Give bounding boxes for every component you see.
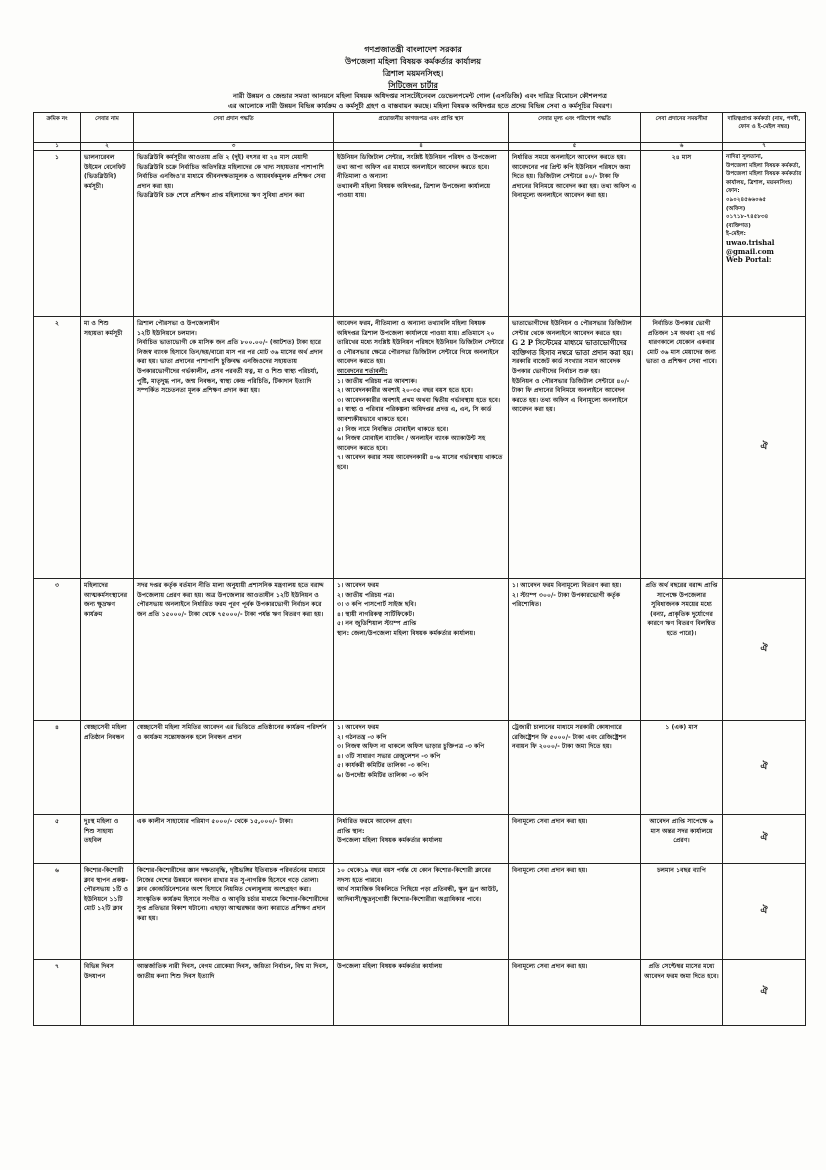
officer-line: (অফিস): [726, 205, 746, 212]
col-header-service-name: সেবার নাম: [81, 113, 134, 143]
time-line: নির্বাচিত উপকার ভোগী প্রতিজন ১ম অথবা ২য় গর্ভ ধারণকালে যেকোন একবার মোট ৩৬ মাস মেয়াদের জন্য ভাতা ও প্রশিক্ষণ সেবা পাবে।: [646, 320, 717, 366]
fee-cell: [509, 815, 641, 864]
time-cell: [641, 815, 723, 864]
fee-line: বিনামূল্যে সেবা প্রদান করা হয়।: [512, 867, 588, 874]
time-cell: [641, 864, 723, 960]
method-cell: [134, 815, 334, 864]
intro-line-2: এর আলোকে নারী উন্নয়ন বিভিন্ন কার্যক্রম ও কর্মসূচী গ্রহণ ও বাস্তবায়ন করছে। মহিলা বিষয়ক অধিদপ্তর হতে প্রদেয় বিভিন্ন সেবা ও কর্মসূচির বিবরণ।: [228, 102, 612, 110]
time-cell: [641, 317, 723, 579]
officer-line: ঐ: [760, 986, 768, 997]
fee-line: G 2 P সিস্টেমের মাধ্যমে ভাতাভোগীদের ব্যক্তিগত হিসাব নম্বরে ভাতা প্রদান করা হয়।: [512, 338, 634, 357]
documents-line: ১। আবেদন ফরম: [337, 582, 379, 589]
fee-cell: [509, 317, 641, 579]
documents-cell: [334, 579, 509, 721]
col-header-documents: প্রয়োজনীয় কাগজপত্র এবং প্রাপ্তি স্থান: [334, 113, 509, 143]
documents-line: ৩। ৩ কপি পাসপোর্ট সাইজ ছবি।: [337, 601, 417, 609]
method-line: স্বেচ্ছাসেবী মহিলা সমিতির আবেদন এর ভিত্তিতে প্রতিষ্ঠানের কার্যক্রম পরিদর্শন ও কার্যক্রম সন্তোষজনক হলে নিবন্ধন প্রদান: [137, 724, 327, 741]
documents-line: ১০ থেকে১৯ বছর বয়স পর্যন্ত যে কোন কিশোর-কিশোরী ক্লাবের সদস্য হতে পারবে।: [337, 867, 492, 884]
column-number-row: [34, 143, 806, 151]
time-cell: [641, 151, 723, 317]
officer-line: Web Portal:: [726, 255, 772, 265]
fee-line: ভাতাভোগীদের ইউনিয়ন ও পৌরসভার ডিজিটাল সেন্টার থেকে অনলাইনে আবেদন করতে হয়।: [512, 320, 632, 337]
fee-cell: [509, 864, 641, 960]
service-name-cell: [81, 317, 134, 579]
documents-line: ৪। স্বাস্থ্য ও পরিবার পরিকল্পনা অধিদপ্তর প্রদত্ত এ, এন, সি কার্ড আবশ্যকীয়ভাবে থাকতে হবে।: [337, 406, 492, 423]
table-row: [34, 317, 806, 579]
documents-line: আবেদন ফরম, নীতিমালা ও অন্যান্য তথ্যাবলি মহিলা বিষয়ক অধিদপ্তর ত্রিশাল উপজেলা কার্যালয়ে পাওয়া যায়। প্রতিমাসে ২০ তারিখের মধ্যে সংশ্লিষ্ট ইউনিয়ন পরিষদে ইউনিয়ন ডিজিটাল সেন্টারে ও পৌরসভার ক্ষেত্রে পৌরসভা ডিজিটাল সেন্টারে গিয়ে অনলাইনে আবেদন করতে হয়।: [337, 320, 504, 366]
method-cell: [134, 579, 334, 721]
col-number: ৪: [334, 143, 509, 151]
fee-line: ১। আবেদন ফরম বিনামূল্যে বিতরণ করা হয়।: [512, 582, 622, 589]
charter-table: [33, 112, 806, 1026]
officer-line: নাদিরা সুলতানা,: [726, 154, 763, 160]
method-line: ভিডব্লিউবি কর্মসূচীর আওতায় প্রতি ২ (দুই) বৎসর বা ২৪ মাস মেয়াদী ভিডব্লিউবি চক্রে নির্বাচিত অতিদরিদ্র মহিলাদের কে খাদ্য সহায়তার পাশাপাশি নির্বাচিত এনজিও'র মাধ্যমে জীবনদক্ষতামূলক ও আয়বর্ধকমূলক প্রশিক্ষণ সেবা প্রদান করা হয়।: [137, 154, 326, 190]
col-header-method: সেবা প্রদান পদ্ধতি: [134, 113, 334, 143]
service-name-line: দুঃস্থ মহিলা ও শিশু সাহায্য তহবিল: [84, 818, 119, 845]
header-row: [34, 113, 806, 143]
time-line: প্রতি অর্থ বছরের বরাদ্দ প্রাপ্তি সাপেক্ষে উপজেলার সুবিধাজনক সময়ের মধ্যে (বন্যা, প্রাকৃতিক দুর্যোগের কারণে ঋণ বিতরণ বিলম্বিত হতে পারে)।: [645, 582, 718, 637]
service-name-cell: [81, 579, 134, 721]
table-row: [34, 579, 806, 721]
fee-cell: [509, 721, 641, 815]
time-cell: [641, 579, 723, 721]
officer-line: ঐ: [760, 905, 768, 916]
officer-line: ই-মেইল:: [726, 231, 746, 238]
officer-line: ঐ: [760, 761, 768, 772]
officer-line: ০১৭১৮-৭৪৫৮৩৪: [726, 214, 769, 221]
col-number: ২: [81, 143, 134, 151]
officer-line: উপজেলা মহিলা বিষয়ক কর্মকর্তা,: [726, 162, 801, 169]
fee-line: সরকারি বাজেট কার্ড সংখ্যার সমান আবেদক উপকার ভোগীদের নির্বাচন শুরু হয়।: [512, 358, 621, 375]
service-name-cell: [81, 151, 134, 317]
documents-line: ১। আবেদন ফরম: [337, 724, 379, 731]
fee-line: বিনামূল্যে সেবা প্রদান করা হয়।: [512, 963, 588, 970]
document-title: সিটিজেন চার্টার: [388, 81, 438, 90]
documents-line: স্থান: জেলা/উপজেলা মহিলা বিষয়ক কর্মকর্তার কার্যালয়।: [337, 629, 476, 637]
service-name-line: ভালনারেবল উইমেন বেনেফিট (ভিডব্লিউবি) কর্মসূচী।: [84, 154, 126, 190]
documents-line: উপজেলা মহিলা বিষয়ক কর্মকর্তার কার্যালয়: [337, 837, 443, 845]
documents-line: আর্থ সামাজিক বিকলিতে পিছিয়ে পড়া প্রতিবন্ধী, স্কুল ড্রপ আউট, আদিবাসী/ক্ষুদ্রনৃগোষ্ঠী কিশোর-কিশোরীরা অগ্রাধিকার পাবে।: [337, 886, 499, 903]
service-name-line: কিশোর-কিশোরী ক্লাব স্থাপন প্রকল্প- পৌরসভায় ১টি ও ইউনিয়নে ১১টি মোট ১২টি ক্লাব: [84, 867, 129, 913]
serial-cell: ২: [34, 317, 81, 579]
service-name-line: মা ও শিশু সহায়তা কর্মসূচী: [84, 320, 123, 337]
officer-line: উপজেলা মহিলা বিষয়ক কর্মকর্তার কার্যালয়, ত্রিশাল, ময়মনসিংহ।: [726, 171, 802, 186]
documents-line: ৬। উপদেষ্টা কমিটির তালিকা -৩ কপি: [337, 771, 429, 779]
govt-heading: গণপ্রজাতন্ত্রী বাংলাদেশ সরকার: [364, 45, 462, 54]
method-line: কিশোর-কিশোরীদের জ্ঞান দক্ষতাবৃদ্ধি, দৃষ্টিভঙ্গির ইতিবাচক পরিবর্তনের মাধ্যমে নিজের দেশের উন্নয়নে অবদান রাখার মত সু-নাগরিক হিসেবে গড়ে তোলা। ক্লাব কোঅর্ডিনেশনের অংশ হিসাবে নিয়মিত খেলাধুলায় অংশগ্রহণ করা। সাংস্কৃতিক কার্যক্রম হিসাবে সংগীত ও আবৃত্তি চর্চার মাধ্যমে কিশোর-কিশোরীদের সুপ্ত প্রতিভার বিকাশ ঘটানো। এছাড়া আত্মরক্ষার জন্য কারাতে প্রশিক্ষণ প্রদান করা হয়।: [137, 867, 329, 922]
documents-line: উপজেলা মহিলা বিষয়ক কর্মকর্তার কার্যালয়: [337, 963, 443, 970]
documents-line: ২। গঠনতন্ত্র -৩ কপি: [337, 733, 387, 741]
fee-line: ইউনিয়ন ও পৌরসভার ডিজিটাল সেন্টারে ৪০/- টাকা ফি প্রদানের বিনিময়ে অনলাইনে আবেদন করতে হয়। তথ্য অফিস এ বিনামূল্যে অনলাইনে আবেদন করা হয়।: [512, 377, 630, 414]
method-cell: [134, 151, 334, 317]
time-cell: [641, 721, 723, 815]
time-line: আবেদন প্রাপ্তি সাপেক্ষে ৬ মাস অন্তর সদর কার্যালয়ে প্রেরণ।: [649, 818, 714, 845]
officer-cell: [723, 864, 806, 960]
method-cell: [134, 721, 334, 815]
documents-line: ৫। নন জুডিশিয়াল স্ট্যাম্প প্রাপ্তি: [337, 620, 417, 628]
col-number: ৫: [509, 143, 641, 151]
documents-cell: [334, 151, 509, 317]
table-row: [34, 960, 806, 1026]
service-name-cell: [81, 960, 134, 1026]
method-line: এক কালীন সাহায্যের পরিমাণ ৫০০০/- থেকে ১৫,০০০/- টাকা।: [137, 818, 293, 825]
officer-cell: [723, 960, 806, 1026]
time-line: ১ (এক) মাস: [665, 724, 698, 731]
officer-cell: [723, 317, 806, 579]
officer-line: (ব্যক্তিগত): [726, 222, 751, 229]
col-number: ৩: [134, 143, 334, 151]
fee-cell: [509, 960, 641, 1026]
col-header-fee: সেবার মূল্য এবং পরিশোধ পদ্ধতি: [509, 113, 641, 143]
documents-line: ৭। আবেদন করার সময় আবেদনকারী ৪-৬ মাসের গর্ভাবস্থায় থাকতে হবে।: [337, 454, 503, 471]
documents-line: নীতিমালা ও অন্যান্য: [337, 173, 388, 181]
time-cell: [641, 960, 723, 1026]
table-row: [34, 864, 806, 960]
fee-line: ২। স্ট্যাম্প ৩০০/- টাকা উপকারভোগী কর্তৃক পরিশোধিত।: [512, 591, 621, 609]
documents-cell: [334, 815, 509, 864]
documents-line: ২। আবেদনকারীর অবশ্যই ২০-৩৫ বছর বয়স হতে হবে।: [337, 387, 473, 395]
method-cell: [134, 317, 334, 579]
method-line: ভিডব্লিউবি চক্র শেষে প্রশিক্ষণ প্রাপ্ত মহিলাদের ঋণ সুবিধা প্রদান করা: [137, 192, 305, 200]
method-cell: [134, 960, 334, 1026]
table-row: [34, 815, 806, 864]
office-heading: উপজেলা মহিলা বিষয়ক কর্মকর্তার কার্যালয়: [344, 57, 481, 66]
serial-cell: ৭: [34, 960, 81, 1026]
fee-line: বিনামূল্যে সেবা প্রদান করা হয়।: [512, 818, 588, 825]
officer-cell: [723, 815, 806, 864]
documents-line: ১। জাতীয় পরিচয় পত্র আবশ্যক।: [337, 377, 417, 385]
serial-cell: ৫: [34, 815, 81, 864]
documents-line: নির্ধারিত ফরমে আবেদন গ্রহণ।: [337, 818, 412, 825]
officer-line: ফোন:: [726, 188, 740, 195]
method-cell: [134, 864, 334, 960]
col-number: ৭: [723, 143, 806, 151]
serial-cell: ১: [34, 151, 81, 317]
officer-line: ০৯০২৪৫৬৬০৬৫: [726, 196, 766, 203]
documents-line: ৪। ৩টি সাধারণ সভার রেজুলেশন -৩ কপি: [337, 752, 441, 760]
documents-line: ৪। স্থায়ী নাগরিকত্ব সার্টিফিকেট।: [337, 610, 415, 618]
fee-line: ট্রেজারী চালানের মাধ্যমে সরকারী কোষাগারে রেজিষ্ট্রেশন ফি ৫০০০/- টাকা এবং রেজিষ্ট্রেশন নবায়ন ফি ২০০০/- টাকা জমা দিতে হয়।: [512, 724, 627, 751]
documents-line: আবেদনের শর্তাবলী:: [337, 367, 388, 375]
documents-cell: [334, 960, 509, 1026]
method-line: সদর দপ্তর কর্তৃক বর্তমান নীতি মালা অনুযায়ী প্রশাসনিক মন্ত্রণালয় হতে বরাদ্দ উপজেলায় প্রেরণ করা হয়। অত্র উপজেলার আওতাধীন ১২টি ইউনিয়ন ও পৌরসভায় অনলাইনে নির্ধারিত ফরম পূরণ পূর্বক উপকারভোগী নির্বাচন করে জন প্রতি ১৫০০০/- টাকা থেকে ৭৫০০০/- টাকা পর্যন্ত ঋণ বিতরণ করা হয়।: [137, 582, 324, 618]
col-header-serial: ক্রমিক নং: [34, 113, 81, 143]
documents-line: ২। জাতীয় পরিচয় পত্র।: [337, 591, 395, 599]
service-name-line: মহিলাদের আত্মকর্মসংস্থানের জন্য ক্ষুদ্রঋণ কার্যক্রম: [84, 582, 128, 618]
table-row: [34, 151, 806, 317]
col-number: ১: [34, 143, 81, 151]
officer-line[interactable]: @gmail.com: [726, 246, 774, 256]
intro-line-1: নারী উন্নয়ন ও জেন্ডার সমতা আনয়নে মহিলা বিষয়ক অধিদপ্তর সাসটেইনেবল ডেভেলপমেন্ট গোল (এসডিজি) এবং দারিদ্র বিমোচন কৌশলপত্র: [233, 92, 607, 100]
time-line: চলমান ১বছর ব্যাপি: [657, 867, 706, 874]
officer-line: ঐ: [760, 833, 768, 844]
officer-cell: [723, 721, 806, 815]
method-line: আন্তর্জাতিক নারী দিবস, বেগম রোকেয়া দিবস, জয়িতা নির্বাচন, বিশ্ব মা দিবস, জাতীয় কন্যা শিশু দিবস ইত্যাদি: [137, 963, 329, 980]
service-name-cell: [81, 721, 134, 815]
col-header-time: সেবা প্রদানের সময়সীমা: [641, 113, 723, 143]
fee-cell: [509, 151, 641, 317]
serial-cell: ৩: [34, 579, 81, 721]
officer-line: ঐ: [760, 441, 768, 452]
method-line: নির্বাচিত ভাতাভোগী কে মাসিক জন প্রতি ৮০০.০০/- (আটশত) টাকা হারে নিজস্ব ব্যাংক হিসাবে তিন/ছয়/বারো মাস পর পর মোট ৩৬ মাসের অর্থ প্রদান করা হয়। ভাতা প্রদানের পাশাপাশি চুক্তিবদ্ধ এনজিওদের সহায়তায় উপকারভোগীদের গর্ভকালীন, প্রসব পরবর্তী যত্ন, মা ও শিশু স্বাস্থ্য পরিচর্যা, পুষ্টি, মাতৃদুগ্ধ পান, জন্ম নিবন্ধন, স্বাস্থ্য কেন্দ্র পরিচিতি, টিকাদান ইত্যাদি সম্পর্কিত সচেতনতা মূলক প্রশিক্ষণ প্রদান করা হয়।: [137, 339, 323, 395]
time-line: ২৪ মাস: [671, 154, 692, 161]
documents-line: তথ্যাবলী মহিলা বিষয়ক অধিদপ্তর, ত্রিশাল উপজেলা কার্যালয়ে পাওয়া যায়।: [337, 182, 491, 200]
documents-cell: [334, 317, 509, 579]
documents-line: ৫। নিজ নামে নিবন্ধিত মোবাইল থাকতে হবে।: [337, 425, 449, 433]
documents-line: ৩। আবেদনকারীর অবশ্যই প্রথম অথবা দ্বিতীয় গর্ভাবস্থায় হতে হবে।: [337, 396, 501, 404]
method-line: ১২টি ইউনিয়নে চলমান।: [137, 329, 197, 337]
table-row: [34, 721, 806, 815]
officer-cell: [723, 151, 806, 317]
method-line: ত্রিশাল পৌরসভা ও উপজেলাধীন: [137, 320, 220, 327]
time-line: প্রতি সেপ্টেম্বর মাসের মধ্যে আবেদন ফরম জমা দিতে হবে।: [644, 963, 719, 980]
col-number: ৬: [641, 143, 723, 151]
serial-cell: ৪: [34, 721, 81, 815]
service-name-cell: [81, 864, 134, 960]
officer-line: ঐ: [760, 643, 768, 654]
documents-line: ৩। নিজস্ব অফিস না থাকলে অফিস ভাড়ার চুক্তিপত্র -৩ কপি: [337, 743, 485, 751]
documents-line: প্রাপ্তি স্থান:: [337, 827, 365, 835]
fee-line: নির্ধারিত সময়ে অনলাইনে আবেদন করতে হয়। আবেদনের পর প্রিন্ট কপি ইউনিয়ন পরিষদে জমা দিতে হয়। ডিজিটাল সেন্টারে ৪০/- টাকা ফি প্রদানের বিনিময়ে আবেদন করা হয়। তথ্য অফিস এ বিনামূল্যে অনলাইনে আবেদন করা হয়।: [512, 154, 637, 200]
service-name-line: বিভিন্ন দিবস উদযাপন: [84, 963, 114, 980]
table-body: [34, 151, 806, 1026]
service-name-line: স্বেচ্ছাসেবী মহিলা প্রতিষ্ঠান নিবন্ধন: [84, 724, 127, 741]
documents-line: ইউনিয়ন ডিজিটাল সেন্টার, সংশ্লিষ্ট ইউনিয়ন পরিষদ ও উপজেলা তথ্য আপা অফিস এর মাধ্যমে অনলাইনে আবেদন করতে হবে।: [337, 154, 497, 171]
location-heading: ত্রিশাল ময়মনসিংহ।: [382, 69, 444, 78]
officer-cell: [723, 579, 806, 721]
documents-line: ৫। কার্যকরী কমিটির তালিকা -৩ কপি।: [337, 762, 430, 770]
documents-line: ৬। নিজস্ব মোবাইল ব্যাংকিং / অনলাইন ব্যাংক অ্যাকাউন্ট সহ আবেদন করতে হবে।: [337, 435, 486, 452]
documents-cell: [334, 864, 509, 960]
documents-cell: [334, 721, 509, 815]
serial-cell: ৬: [34, 864, 81, 960]
service-name-cell: [81, 815, 134, 864]
fee-cell: [509, 579, 641, 721]
col-header-officer: দায়িত্বপ্রাপ্ত কর্মকর্তা (নাম, পদবী, ফোন ও ই-মেইল নম্বর): [723, 113, 806, 143]
officer-line[interactable]: uwao.trishal: [726, 237, 775, 247]
